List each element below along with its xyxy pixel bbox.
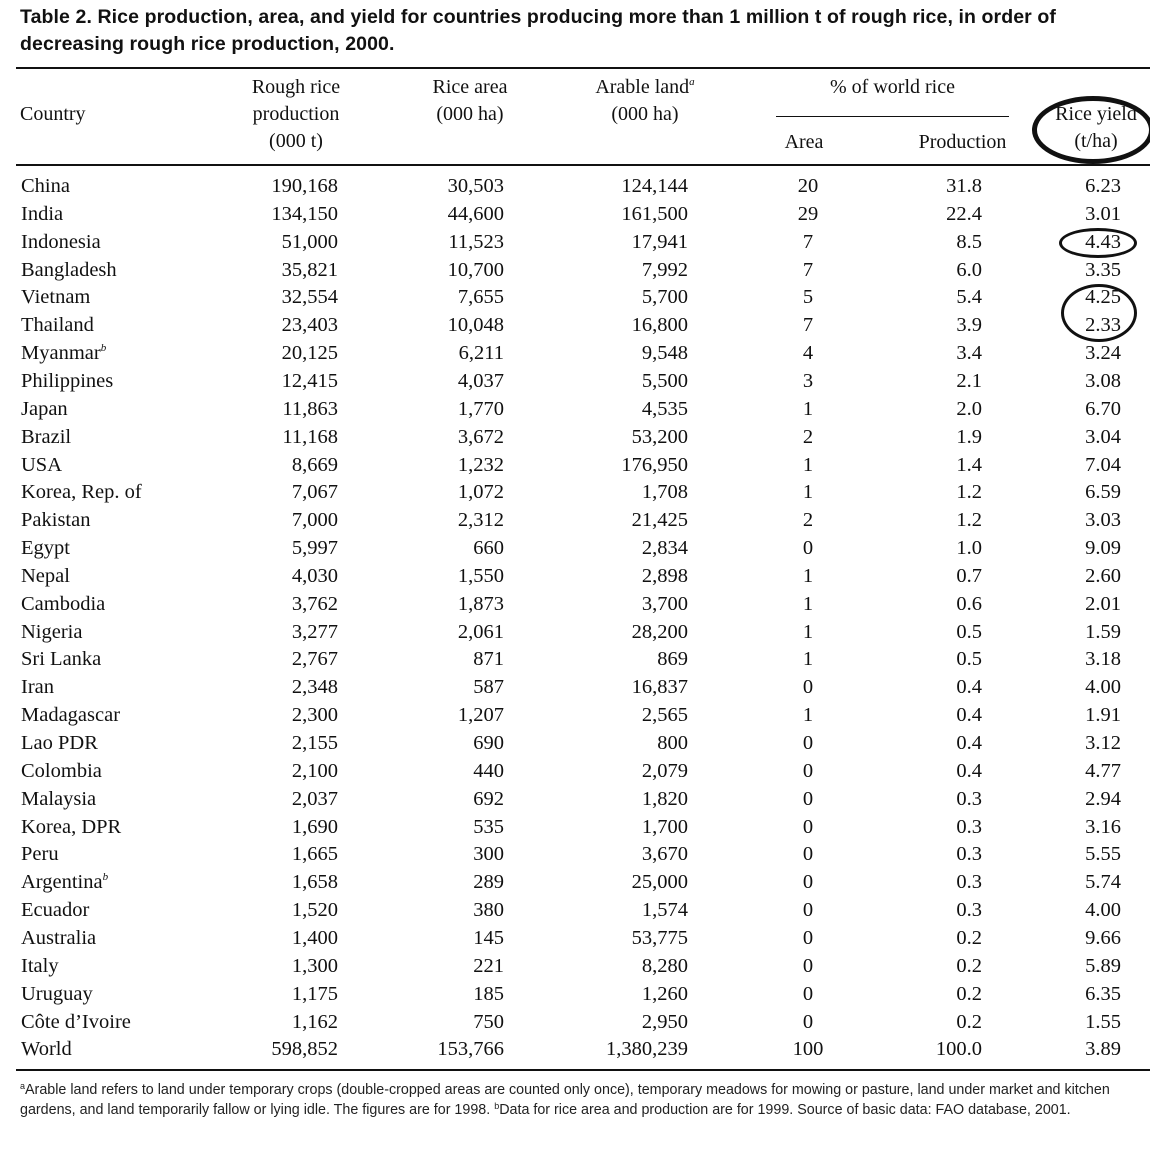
cell-country: India <box>21 203 64 225</box>
cell-arable-land: 9,548 <box>641 342 688 364</box>
cell-pct-area: 0 <box>802 983 814 1005</box>
cell-pct-area: 1 <box>802 454 814 476</box>
cell-arable-land: 2,898 <box>641 565 688 587</box>
cell-rough-rice: 32,554 <box>281 286 338 308</box>
cell-country: Indonesia <box>21 231 101 253</box>
cell-rice-yield: 9.09 <box>1085 537 1121 559</box>
cell-rice-yield: 2.94 <box>1085 788 1121 810</box>
cell-pct-production: 3.9 <box>956 314 982 336</box>
cell-pct-area: 7 <box>802 259 814 281</box>
cell-pct-production: 0.6 <box>956 593 982 615</box>
cell-rice-area: 2,312 <box>457 509 504 531</box>
cell-pct-area: 7 <box>802 314 814 336</box>
cell-rough-rice: 598,852 <box>271 1038 338 1060</box>
cell-rice-yield: 3.35 <box>1085 259 1121 281</box>
cell-pct-area: 0 <box>802 816 814 838</box>
cell-arable-land: 1,574 <box>641 899 688 921</box>
footnote-marker-a: a <box>689 76 695 88</box>
cell-pct-production: 0.5 <box>956 621 982 643</box>
cell-rough-rice: 1,690 <box>291 816 338 838</box>
cell-pct-area: 1 <box>802 398 814 420</box>
cell-pct-production: 2.1 <box>956 370 982 392</box>
cell-country: Côte d’Ivoire <box>21 1011 131 1033</box>
cell-rough-rice: 1,300 <box>291 955 338 977</box>
cell-country: Nepal <box>21 565 70 587</box>
footnote-a-mark: a <box>20 1081 26 1091</box>
cell-rice-yield: 5.74 <box>1085 871 1121 893</box>
footnote-marker-b: b <box>100 342 107 354</box>
cell-pct-area: 0 <box>802 1011 814 1033</box>
cell-rice-area: 535 <box>473 816 504 838</box>
cell-rough-rice: 2,100 <box>291 760 338 782</box>
cell-rough-rice: 2,767 <box>291 648 338 670</box>
cell-pct-area: 20 <box>797 175 819 197</box>
cell-rice-area: 1,550 <box>457 565 504 587</box>
cell-country: Italy <box>21 955 59 977</box>
cell-rough-rice: 35,821 <box>281 259 338 281</box>
cell-arable-land: 2,079 <box>641 760 688 782</box>
cell-arable-land: 1,380,239 <box>606 1038 688 1060</box>
cell-country: Nigeria <box>21 621 83 643</box>
cell-country: Korea, DPR <box>21 816 122 838</box>
cell-country: Colombia <box>21 760 102 782</box>
footnote-b-text: Data for rice area and production are for 1999. Source of basic data: FAO database, 2001. <box>499 1102 1071 1118</box>
cell-pct-production: 1.2 <box>956 481 982 503</box>
cell-rice-area: 690 <box>473 732 504 754</box>
cell-rough-rice: 20,125 <box>281 342 338 364</box>
cell-rice-area: 10,048 <box>447 314 504 336</box>
cell-rough-rice: 2,037 <box>291 788 338 810</box>
cell-rough-rice: 7,000 <box>291 509 338 531</box>
cell-arable-land: 2,565 <box>641 704 688 726</box>
cell-rice-yield: 6.35 <box>1085 983 1121 1005</box>
footnote-a-text: Arable land refers to land under temporary crops (double-cropped areas are counted only once), temporary meadows for mowing or pasture, land under market and kitchen gardens, and land temporarily fallow or lying idle. The figures are for 1998. <box>20 1082 1110 1118</box>
cell-rice-yield: 3.12 <box>1085 732 1121 754</box>
cell-rice-yield: 3.04 <box>1085 426 1121 448</box>
cell-country: Brazil <box>21 426 72 448</box>
cell-country: Malaysia <box>21 788 97 810</box>
cell-rice-yield: 6.70 <box>1085 398 1121 420</box>
cell-pct-area: 4 <box>802 342 814 364</box>
cell-arable-land: 2,834 <box>641 537 688 559</box>
cell-pct-production: 0.2 <box>956 1011 982 1033</box>
cell-pct-production: 0.2 <box>956 983 982 1005</box>
cell-rice-area: 11,523 <box>448 231 504 253</box>
cell-pct-production: 8.5 <box>956 231 982 253</box>
cell-rice-area: 1,207 <box>457 704 504 726</box>
cell-rice-area: 3,672 <box>457 426 504 448</box>
cell-rice-yield: 1.55 <box>1085 1011 1121 1033</box>
cell-country: Egypt <box>21 537 70 559</box>
cell-rice-area: 1,072 <box>457 481 504 503</box>
cell-rice-yield: 9.66 <box>1085 927 1121 949</box>
cell-rice-area: 1,873 <box>457 593 504 615</box>
cell-pct-area: 0 <box>802 788 814 810</box>
cell-country: World <box>21 1038 72 1060</box>
cell-pct-area: 1 <box>802 565 814 587</box>
cell-rice-yield: 3.03 <box>1085 509 1121 531</box>
header-rice-area: Rice area (000 ha) <box>432 76 508 125</box>
cell-arable-land: 800 <box>657 732 688 754</box>
cell-rice-area: 221 <box>473 955 504 977</box>
cell-pct-area: 0 <box>802 955 814 977</box>
cell-pct-area: 7 <box>802 231 814 253</box>
cell-arable-land: 17,941 <box>631 231 688 253</box>
cell-pct-area: 3 <box>802 370 814 392</box>
cell-rough-rice: 11,863 <box>282 398 338 420</box>
cell-rice-yield: 2.01 <box>1085 593 1121 615</box>
footnote-marker-b: b <box>102 871 109 883</box>
cell-pct-area: 0 <box>802 676 814 698</box>
cell-country: Japan <box>21 398 68 420</box>
cell-arable-land: 1,260 <box>641 983 688 1005</box>
cell-arable-land: 4,535 <box>641 398 688 420</box>
cell-rice-area: 4,037 <box>457 370 504 392</box>
cell-country: Bangladesh <box>21 259 117 281</box>
cell-rice-yield: 1.59 <box>1085 621 1121 643</box>
header-rice-yield: Rice yield (t/ha) <box>1055 103 1137 152</box>
cell-rough-rice: 8,669 <box>291 454 338 476</box>
cell-pct-production: 1.4 <box>956 454 982 476</box>
cell-country: Korea, Rep. of <box>21 481 142 503</box>
cell-country: Myanmar$^b$ <box>21 342 107 364</box>
cell-pct-production: 0.3 <box>956 871 982 893</box>
cell-pct-production: 31.8 <box>946 175 982 197</box>
cell-country: Argentina$^b$ <box>21 871 109 893</box>
bottom-rule <box>16 1069 1150 1071</box>
header-rough-rice: Rough rice production (000 t) <box>251 76 341 152</box>
cell-country: China <box>21 175 70 197</box>
cell-rice-area: 871 <box>473 648 504 670</box>
cell-rice-area: 587 <box>473 676 504 698</box>
cell-rough-rice: 3,762 <box>291 593 338 615</box>
cell-pct-production: 0.2 <box>956 955 982 977</box>
cell-pct-production: 100.0 <box>935 1038 982 1060</box>
cell-arable-land: 2,950 <box>641 1011 688 1033</box>
cell-rough-rice: 5,997 <box>291 537 338 559</box>
cell-rice-area: 660 <box>473 537 504 559</box>
cell-rice-area: 6,211 <box>458 342 504 364</box>
cell-pct-area: 2 <box>802 426 814 448</box>
cell-rice-area: 7,655 <box>457 286 504 308</box>
cell-rice-yield: 3.08 <box>1085 370 1121 392</box>
top-rule <box>16 67 1150 69</box>
cell-rice-area: 440 <box>473 760 504 782</box>
cell-rough-rice: 2,155 <box>291 732 338 754</box>
cell-arable-land: 3,670 <box>641 843 688 865</box>
cell-pct-area: 2 <box>802 509 814 531</box>
table-caption: Table 2. Rice production, area, and yield for countries producing more than 1 million t of rough rice, in order of decreasing rough rice production, 2000. <box>20 6 1056 55</box>
cell-arable-land: 5,700 <box>641 286 688 308</box>
cell-pct-production: 0.5 <box>956 648 982 670</box>
cell-country: Thailand <box>21 314 94 336</box>
cell-pct-area: 100 <box>792 1038 824 1060</box>
cell-rough-rice: 2,300 <box>291 704 338 726</box>
cell-pct-area: 5 <box>802 286 814 308</box>
cell-pct-production: 5.4 <box>956 286 982 308</box>
cell-arable-land: 16,800 <box>631 314 688 336</box>
cell-arable-land: 7,992 <box>641 259 688 281</box>
cell-rice-yield: 6.59 <box>1085 481 1121 503</box>
cell-rice-yield: 4.00 <box>1085 899 1121 921</box>
cell-rice-area: 153,766 <box>437 1038 504 1060</box>
cell-rough-rice: 134,150 <box>271 203 338 225</box>
spanner-rule <box>776 116 1009 117</box>
cell-country: Australia <box>21 927 97 949</box>
cell-rough-rice: 1,665 <box>291 843 338 865</box>
cell-country: Madagascar <box>21 704 121 726</box>
cell-rough-rice: 3,277 <box>291 621 338 643</box>
cell-pct-production: 22.4 <box>946 203 982 225</box>
cell-rice-yield: 4.43 <box>1085 231 1121 253</box>
cell-pct-area: 29 <box>797 203 819 225</box>
cell-rice-area: 380 <box>473 899 504 921</box>
cell-pct-area: 1 <box>802 593 814 615</box>
cell-arable-land: 25,000 <box>631 871 688 893</box>
cell-pct-production: 1.2 <box>956 509 982 531</box>
cell-rice-yield: 3.01 <box>1085 203 1121 225</box>
cell-pct-production: 0.3 <box>956 843 982 865</box>
cell-rice-area: 692 <box>473 788 504 810</box>
cell-pct-production: 1.0 <box>956 537 982 559</box>
cell-rice-yield: 4.77 <box>1085 760 1121 782</box>
cell-rough-rice: 1,658 <box>291 871 338 893</box>
cell-rice-yield: 4.00 <box>1085 676 1121 698</box>
cell-rice-area: 145 <box>473 927 504 949</box>
cell-pct-production: 0.3 <box>956 816 982 838</box>
cell-rice-area: 185 <box>473 983 504 1005</box>
cell-pct-area: 0 <box>802 927 814 949</box>
cell-rough-rice: 23,403 <box>281 314 338 336</box>
cell-arable-land: 1,700 <box>641 816 688 838</box>
cell-pct-area: 0 <box>802 732 814 754</box>
header-arable-land: Arable land$^a$ (000 ha) <box>595 76 695 125</box>
cell-country: Philippines <box>21 370 114 392</box>
cell-pct-production: 0.2 <box>956 927 982 949</box>
cell-arable-land: 53,775 <box>631 927 688 949</box>
cell-rice-yield: 3.89 <box>1085 1038 1121 1060</box>
cell-rough-rice: 1,520 <box>291 899 338 921</box>
cell-arable-land: 8,280 <box>641 955 688 977</box>
cell-pct-production: 1.9 <box>956 426 982 448</box>
cell-arable-land: 16,837 <box>631 676 688 698</box>
cell-country: Lao PDR <box>21 732 98 754</box>
cell-pct-area: 0 <box>802 537 814 559</box>
cell-pct-production: 0.4 <box>956 704 982 726</box>
cell-pct-area: 0 <box>802 871 814 893</box>
cell-rough-rice: 12,415 <box>281 370 338 392</box>
annotation-oval-header <box>1032 96 1150 164</box>
cell-pct-production: 0.3 <box>956 788 982 810</box>
cell-rice-yield: 3.16 <box>1085 816 1121 838</box>
cell-rough-rice: 51,000 <box>281 231 338 253</box>
cell-pct-production: 0.4 <box>956 676 982 698</box>
cell-rice-yield: 3.18 <box>1085 648 1121 670</box>
cell-rice-area: 1,770 <box>457 398 504 420</box>
cell-rough-rice: 11,168 <box>282 426 338 448</box>
cell-rice-area: 750 <box>473 1011 504 1033</box>
cell-country: USA <box>21 454 63 476</box>
cell-arable-land: 161,500 <box>621 203 688 225</box>
cell-rice-yield: 6.23 <box>1085 175 1121 197</box>
cell-pct-production: 0.3 <box>956 899 982 921</box>
cell-rice-yield: 5.89 <box>1085 955 1121 977</box>
cell-pct-area: 1 <box>802 704 814 726</box>
cell-rice-area: 30,503 <box>447 175 504 197</box>
cell-arable-land: 869 <box>657 648 688 670</box>
cell-pct-area: 0 <box>802 843 814 865</box>
cell-pct-production: 3.4 <box>956 342 982 364</box>
cell-arable-land: 21,425 <box>631 509 688 531</box>
cell-rice-area: 2,061 <box>457 621 504 643</box>
cell-rice-yield: 3.24 <box>1085 342 1121 364</box>
cell-country: Peru <box>21 843 59 865</box>
cell-country: Vietnam <box>21 286 91 308</box>
cell-rice-area: 44,600 <box>447 203 504 225</box>
cell-pct-production: 0.7 <box>956 565 982 587</box>
cell-pct-production: 6.0 <box>956 259 982 281</box>
annotation-oval-vietnam-thailand <box>1061 284 1137 342</box>
cell-rough-rice: 190,168 <box>271 175 338 197</box>
cell-arable-land: 53,200 <box>631 426 688 448</box>
cell-arable-land: 124,144 <box>621 175 688 197</box>
cell-rice-yield: 5.55 <box>1085 843 1121 865</box>
cell-pct-production: 2.0 <box>956 398 982 420</box>
cell-country: Pakistan <box>21 509 91 531</box>
cell-rice-area: 1,232 <box>457 454 504 476</box>
annotation-oval-indonesia <box>1059 228 1137 258</box>
cell-pct-area: 0 <box>802 899 814 921</box>
cell-rough-rice: 7,067 <box>291 481 338 503</box>
cell-country: Uruguay <box>21 983 93 1005</box>
header-rule <box>16 164 1150 166</box>
cell-country: Sri Lanka <box>21 648 102 670</box>
cell-pct-area: 1 <box>802 648 814 670</box>
cell-arable-land: 176,950 <box>621 454 688 476</box>
cell-arable-land: 28,200 <box>631 621 688 643</box>
cell-rice-area: 289 <box>473 871 504 893</box>
cell-rough-rice: 4,030 <box>291 565 338 587</box>
header-country: Country <box>20 103 86 125</box>
cell-arable-land: 5,500 <box>641 370 688 392</box>
cell-pct-production: 0.4 <box>956 732 982 754</box>
footnote-b-mark: b <box>494 1101 500 1111</box>
cell-rough-rice: 2,348 <box>291 676 338 698</box>
cell-arable-land: 1,708 <box>641 481 688 503</box>
cell-rice-area: 10,700 <box>447 259 504 281</box>
table-footnote <box>20 1080 1145 1120</box>
cell-rice-yield: 2.60 <box>1085 565 1121 587</box>
header-world-rice: % of world rice <box>830 76 955 98</box>
cell-pct-area: 0 <box>802 760 814 782</box>
cell-rice-yield: 2.33 <box>1085 314 1121 336</box>
header-pct-production: Production <box>918 131 1007 153</box>
cell-arable-land: 1,820 <box>641 788 688 810</box>
cell-rice-yield: 4.25 <box>1085 286 1121 308</box>
cell-country: Cambodia <box>21 593 106 615</box>
cell-country: Ecuador <box>21 899 90 921</box>
cell-pct-area: 1 <box>802 481 814 503</box>
cell-rough-rice: 1,162 <box>291 1011 338 1033</box>
header-pct-area: Area <box>784 131 824 153</box>
cell-rice-yield: 7.04 <box>1085 454 1121 476</box>
cell-pct-production: 0.4 <box>956 760 982 782</box>
cell-rice-area: 300 <box>473 843 504 865</box>
cell-pct-area: 1 <box>802 621 814 643</box>
cell-rice-yield: 1.91 <box>1085 704 1121 726</box>
cell-rough-rice: 1,400 <box>291 927 338 949</box>
cell-country: Iran <box>21 676 55 698</box>
cell-rough-rice: 1,175 <box>291 983 338 1005</box>
cell-arable-land: 3,700 <box>641 593 688 615</box>
